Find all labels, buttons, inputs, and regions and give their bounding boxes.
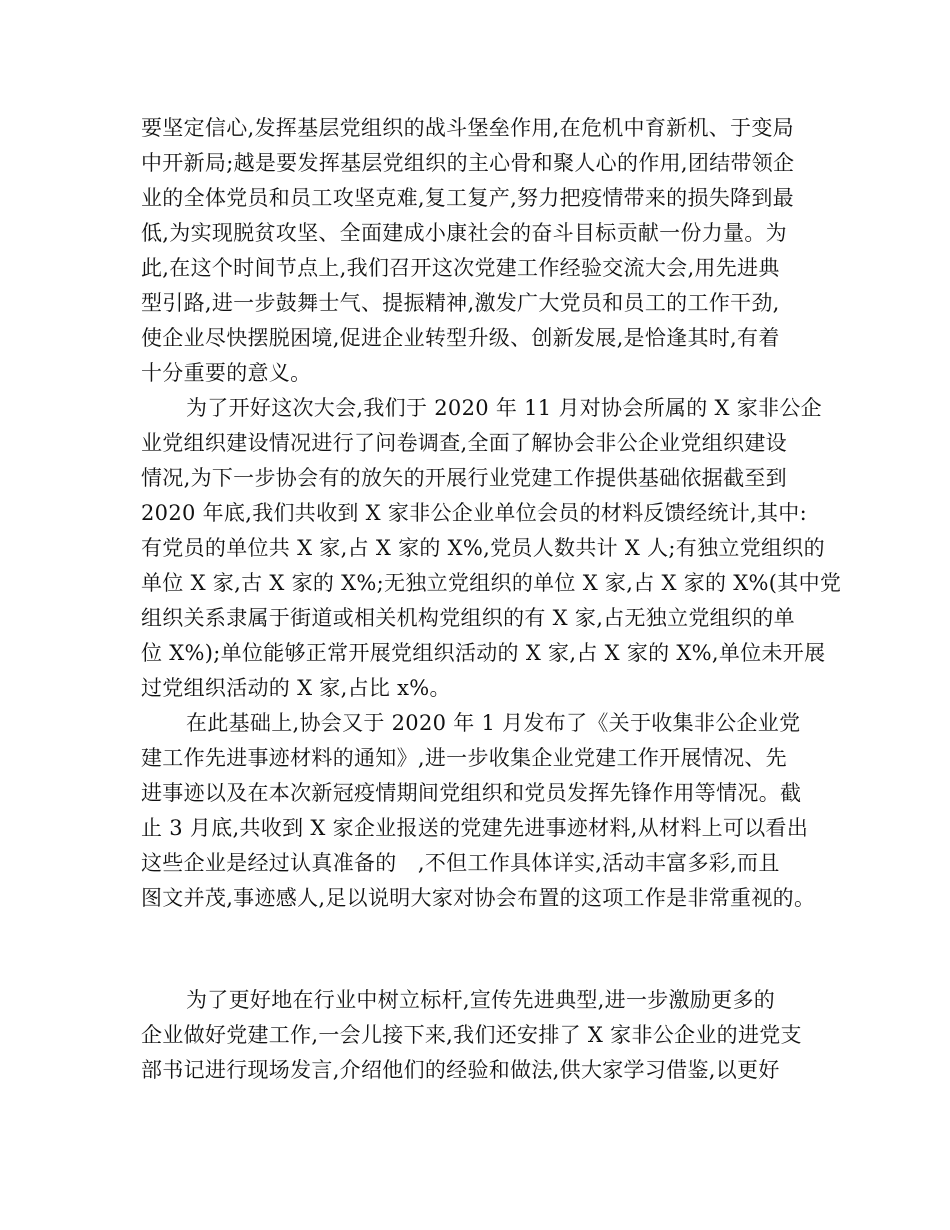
text-line: 业党组织建设情况进行了问卷调查,全面了解协会非公企业党组织建设 (141, 431, 787, 455)
text-line: 业的全体党员和员工攻坚克难,复工复产,努力把疫情带来的损失降到最 (141, 186, 794, 210)
text-line: 中开新局;越是要发挥基层党组织的主心骨和聚人心的作用,团结带领企 (141, 151, 795, 175)
text-line: 部书记进行现场发言,介绍他们的经验和做法,供大家学习借鉴,以更好 (141, 1058, 780, 1082)
text-block-2 (141, 983, 831, 1088)
text-line: 企业做好党建工作,一会儿接下来,我们还安排了 X 家非公企业的进党支 (141, 1023, 802, 1047)
text-line: 为了开好这次大会,我们于 2020 年 11 月对协会所属的 X 家非公企 (186, 396, 822, 420)
text-line: 进事迹以及在本次新冠疫情期间党组织和党员发挥先锋作用等情况。截 (141, 781, 802, 805)
text-line: 有党员的单位共 X 家,占 X 家的 X%,党员人数共计 X 人;有独立党组织的 (141, 536, 825, 560)
text-line: 要坚定信心,发挥基层党组织的战斗堡垒作用,在危机中育新机、于变局 (141, 116, 794, 140)
text-line: 位 X%);单位能够正常开展党组织活动的 X 家,占 X 家的 X%,单位未开展 (141, 641, 826, 665)
text-line: 情况,为下一步协会有的放矢的开展行业党建工作提供基础依据截至到 (141, 466, 787, 490)
text-line: 为了更好地在行业中树立标杆,宣传先进典型,进一步激励更多的 (186, 988, 776, 1012)
text-line: 2020 年底,我们共收到 X 家非公企业单位会员的材料反馈经统计,其中: (141, 501, 807, 525)
text-line: 型引路,进一步鼓舞士气、提振精神,激发广大党员和员工的工作干劲, (141, 291, 780, 315)
text-line: 十分重要的意义。 (141, 361, 312, 385)
text-line: 在此基础上,协会又于 2020 年 1 月发布了《关于收集非公企业党 (186, 711, 801, 735)
text-block-1 (141, 111, 842, 916)
text-line: 单位 X 家,古 X 家的 X%;无独立党组织的单位 X 家,占 X 家的 X%(其中党 (141, 571, 842, 595)
text-line: 图文并茂,事迹感人,足以说明大家对协会布置的这项工作是非常重视的。 (141, 886, 816, 910)
text-line: 此,在这个时间节点上,我们召开这次党建工作经验交流大会,用先进典 (141, 256, 780, 280)
text-line: 建工作先进事迹材料的通知》,进一步收集企业党建工作开展情况、先 (141, 746, 787, 770)
text-line: 组织关系隶属于街道或相关机构党组织的有 X 家,占无独立党组织的单 (141, 606, 795, 630)
text-line: 这些企业是经过认真准备的 ,不但工作具体详实,活动丰富多彩,而且 (141, 851, 780, 875)
text-line: 低,为实现脱贫攻坚、全面建成小康社会的奋斗目标贡献一份力量。为 (141, 221, 787, 245)
text-line: 止 3 月底,共收到 X 家企业报送的党建先进事迹材料,从材料上可以看出 (141, 816, 809, 840)
text-line: 过党组织活动的 X 家,占比 x%。 (141, 676, 451, 700)
text-line: 使企业尽快摆脱困境,促进企业转型升级、创新发展,是恰逢其时,有着 (141, 326, 780, 350)
